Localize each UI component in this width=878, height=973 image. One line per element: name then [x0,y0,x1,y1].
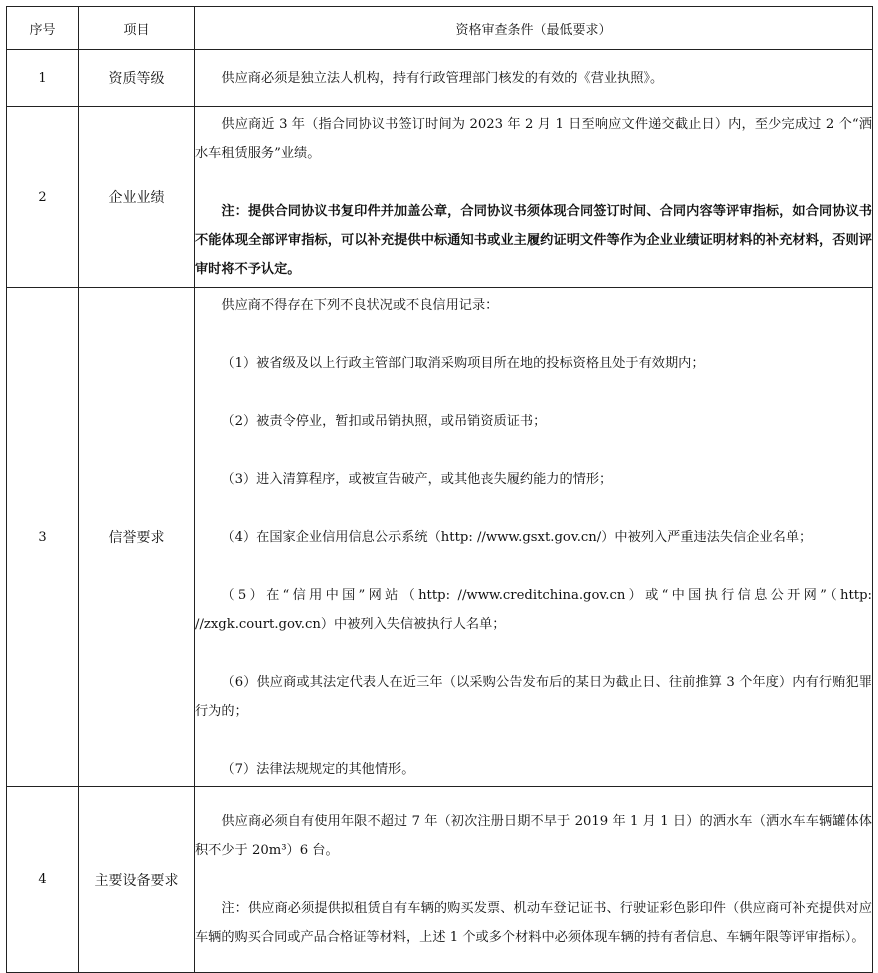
condition-paragraph: 供应商必须自有使用年限不超过 7 年（初次注册日期不早于 2019 年 1 月 1 日）的洒水车（洒水车车辆罐体体积不少于 20m³）6 台。 [195,814,872,858]
table-row [7,107,873,288]
row-condition [195,50,873,107]
qualification-table [6,6,873,973]
row-item: 资质等级 [79,50,195,107]
condition-note: 注：供应商必须提供拟租赁自有车辆的购买发票、机动车登记证书、行驶证彩色影印件（供应商可补充提供对应车辆的购买合同或产品合格证等材料，上述 1 个或多个材料中必须体现车辆的持有者信息、车辆年限等评审指标）。 [195,901,872,945]
row-number: 2 [7,107,79,288]
condition-paragraph: （1）被省级及以上行政主管部门取消采购项目所在地的投标资格且处于有效期内； [221,355,705,371]
header-no: 序号 [7,7,79,50]
row-number: 3 [7,288,79,787]
header-row [7,7,873,50]
row-condition [195,107,873,288]
condition-paragraph: （3）进入清算程序，或被宣告破产，或其他丧失履约能力的情形； [221,471,613,487]
table-row [7,787,873,973]
condition-note: 注：提供合同协议书复印件并加盖公章，合同协议书须体现合同签订时间、合同内容等评审指标，如合同协议书不能体现全部评审指标，可以补充提供中标通知书或业主履约证明文件等作为企业业绩证明材料的补充材料，否则评审时将不予认定。 [195,204,872,277]
table-row [7,288,873,787]
row-number: 1 [7,50,79,107]
row-item: 企业业绩 [79,107,195,288]
row-item: 主要设备要求 [79,787,195,973]
condition-paragraph: （7）法律法规规定的其他情形。 [221,761,415,777]
row-item: 信誉要求 [79,288,195,787]
condition-paragraph: （5）在“信用中国”网站（http: //www.creditchina.gov.cn）或“中国执行信息公开网”（http: //zxgk.court.gov.cn）中被列入失信被执行人名单； [195,587,872,632]
condition-paragraph: （6）供应商或其法定代表人在近三年（以采购公告发布后的某日为截止日、往前推算 3 个年度）内有行贿犯罪行为的； [195,674,872,719]
condition-paragraph: 供应商不得存在下列不良状况或不良信用记录： [221,297,499,313]
header-condition: 资格审查条件（最低要求） [195,7,873,50]
table-row [7,50,873,107]
header-item: 项目 [79,7,195,50]
row-condition [195,787,873,973]
condition-paragraph: 供应商必须是独立法人机构，持有行政管理部门核发的有效的《营业执照》。 [221,70,664,86]
row-condition [195,288,873,787]
row-number: 4 [7,787,79,973]
condition-paragraph: 供应商近 3 年（指合同协议书签订时间为 2023 年 2 月 1 日至响应文件递交截止日）内，至少完成过 2 个“洒水车租赁服务”业绩。 [195,117,872,161]
condition-paragraph: （2）被责令停业，暂扣或吊销执照，或吊销资质证书； [221,413,547,429]
condition-paragraph: （4）在国家企业信用信息公示系统（http: //www.gsxt.gov.cn/）中被列入严重违法失信企业名单； [221,529,813,545]
